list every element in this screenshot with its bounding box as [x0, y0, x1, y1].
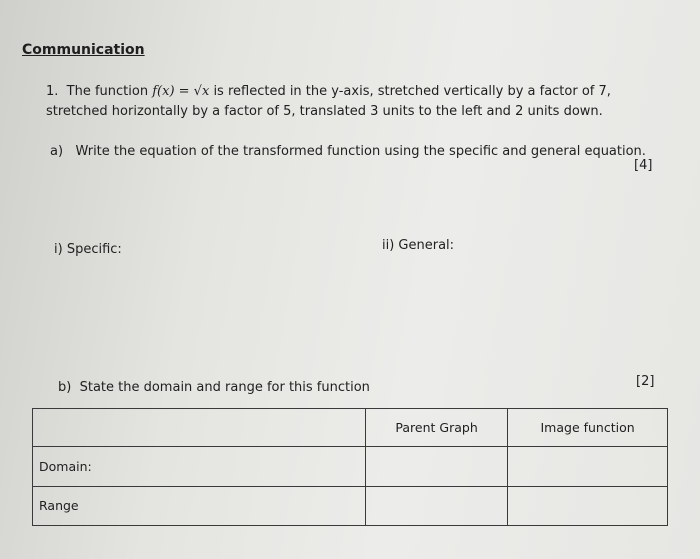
section-heading: Communication [22, 42, 145, 58]
question-number: 1. [46, 84, 59, 99]
part-a-prompt [50, 144, 646, 159]
table-header-image: Image function [508, 409, 668, 447]
table-header-parent: Parent Graph [366, 409, 508, 447]
part-a-label: a) [50, 144, 64, 159]
general-label: ii) General: [382, 238, 455, 253]
table-row-domain [33, 447, 668, 486]
table-header-blank [33, 409, 366, 447]
part-b-marks: [2] [636, 374, 655, 389]
part-b-prompt [58, 380, 370, 395]
part-a-text: Write the equation of the transformed function using the specific and general equation. [75, 144, 646, 159]
part-b-label: b) [58, 380, 72, 395]
domain-image-cell[interactable] [508, 447, 668, 486]
range-parent-cell[interactable] [366, 486, 508, 525]
range-image-cell[interactable] [508, 486, 668, 525]
part-b-text: State the domain and range for this function [79, 380, 370, 395]
domain-range-table [32, 408, 668, 526]
question-1-line-2: stretched horizontally by a factor of 5, translated 3 units to the left and 2 units down. [46, 104, 603, 119]
row-label-domain: Domain: [33, 447, 366, 486]
question-text-start: The function [66, 84, 149, 99]
part-a-marks: [4] [634, 158, 653, 173]
domain-parent-cell[interactable] [366, 447, 508, 486]
specific-label: i) Specific: [54, 242, 122, 257]
table-row-range [33, 486, 668, 525]
function-expression: f(x) = √x [152, 84, 210, 99]
question-text-end: is reflected in the y-axis, stretched vertically by a factor of 7, [213, 84, 611, 99]
question-1-line-1 [46, 84, 611, 99]
table-header-row [33, 409, 668, 447]
row-label-range: Range [33, 486, 366, 525]
